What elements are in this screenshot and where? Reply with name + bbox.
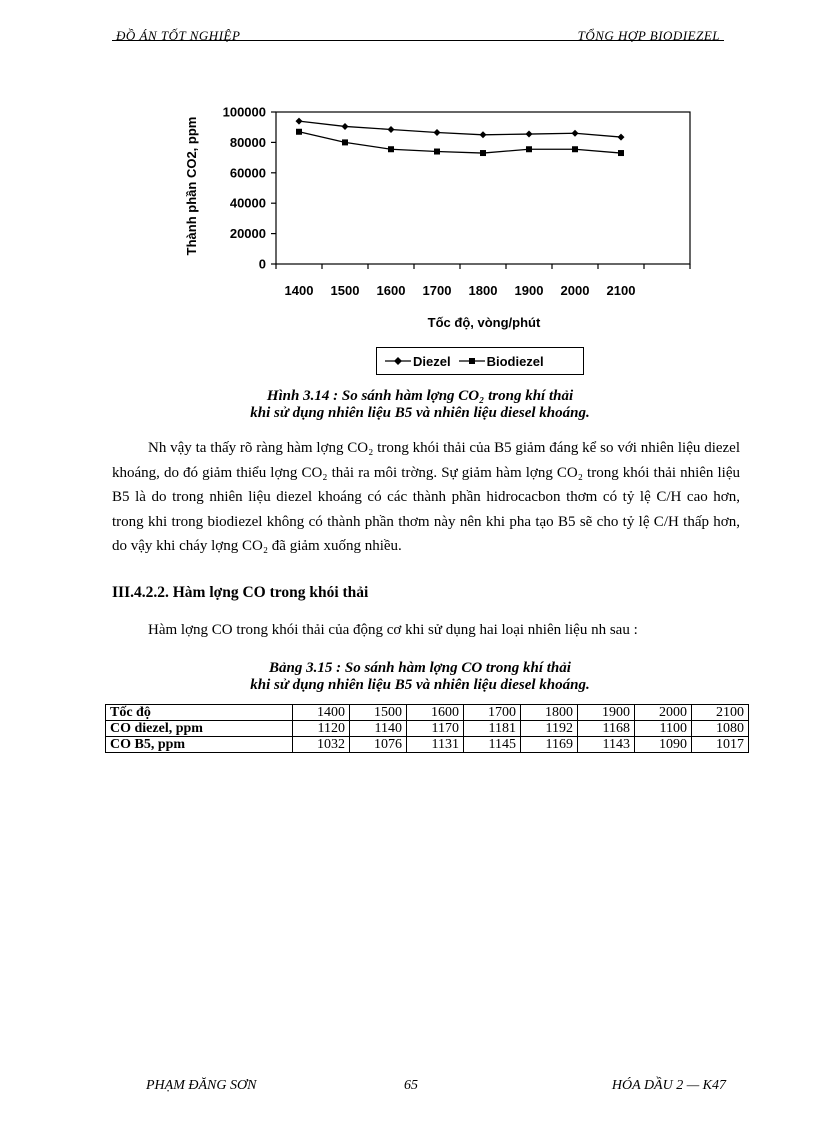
figure-caption-line2: khi sử dụng nhiên liệu B5 và nhiên liệu diesel khoáng. — [250, 405, 590, 421]
chart-legend — [376, 347, 584, 375]
x-tick-label: 2000 — [560, 283, 590, 298]
table-cell: 2100 — [692, 705, 749, 721]
page-header-left: ĐỒ ÁN TỐT NGHIỆP — [116, 28, 241, 43]
data-point-biodiezel — [526, 146, 532, 152]
x-tick-label: 1700 — [422, 283, 452, 298]
data-point-diezel — [388, 126, 395, 133]
table-cell: 1500 — [350, 705, 407, 721]
table-cell: 1700 — [464, 705, 521, 721]
y-tick-label: 60000 — [229, 165, 266, 181]
table-cell: 1032 — [293, 737, 350, 753]
y-tick-label: 80000 — [229, 134, 266, 150]
data-point-biodiezel — [296, 129, 302, 135]
x-axis-title: Tốc độ, vòng/phút — [427, 315, 541, 330]
footer-class: HÓA DẦU 2 — K47 — [611, 1078, 726, 1093]
table-cell: 1143 — [578, 737, 635, 753]
x-tick-label: 2100 — [606, 283, 636, 298]
table-cell: 1800 — [521, 705, 578, 721]
data-point-diezel — [618, 134, 625, 141]
header-rule — [112, 40, 724, 41]
table-cell: 1192 — [521, 721, 578, 737]
table-cell: 1400 — [293, 705, 350, 721]
x-tick-label: 1600 — [376, 283, 406, 298]
plot-area — [223, 105, 690, 299]
footer-page-number: 65 — [404, 1078, 418, 1093]
table-cell: 1076 — [350, 737, 407, 753]
data-point-diezel — [434, 129, 441, 136]
figure-caption — [160, 388, 680, 422]
data-point-diezel — [526, 131, 533, 138]
figure-caption-line1: Hình 3.14 : So sánh hàm lợng CO₂ trong khí thải — [266, 388, 574, 404]
series-line-diezel — [299, 121, 621, 137]
page-header-right: TỔNG HỢP BIODIEZEL — [577, 28, 720, 43]
table-cell: 2000 — [635, 705, 692, 721]
data-point-biodiezel — [572, 146, 578, 152]
y-tick-label: 0 — [258, 256, 266, 272]
table-cell: 1169 — [521, 737, 578, 753]
x-tick-label: 1900 — [514, 283, 544, 298]
table-cell: 1090 — [635, 737, 692, 753]
table-caption-line1: Bảng 3.15 : So sánh hàm lợng CO trong khí thải — [269, 660, 571, 676]
legend-item-biodiezel — [457, 354, 544, 369]
data-point-biodiezel — [480, 150, 486, 156]
co-comparison-table — [105, 704, 749, 753]
section-heading: III.4.2.2. Hàm lợng CO trong khói thải — [112, 584, 369, 601]
table-row-label: Tốc độ — [106, 705, 293, 721]
data-point-biodiezel — [618, 150, 624, 156]
table-row — [106, 705, 749, 721]
footer-author: PHẠM ĐĂNG SƠN — [146, 1078, 257, 1093]
square-marker-icon — [457, 355, 487, 367]
y-tick-label: 20000 — [229, 226, 266, 242]
legend-label-biodiezel: Biodiezel — [486, 353, 544, 369]
co2-line-chart — [180, 96, 700, 346]
table-cell: 1131 — [407, 737, 464, 753]
table-cell: 1080 — [692, 721, 749, 737]
table-row — [106, 721, 749, 737]
table-cell: 1600 — [407, 705, 464, 721]
data-point-diezel — [296, 118, 303, 125]
table-cell: 1140 — [350, 721, 407, 737]
table-cell: 1170 — [407, 721, 464, 737]
y-axis-title: Thành phần CO2, ppm — [184, 116, 199, 256]
table-cell: 1120 — [293, 721, 350, 737]
data-point-diezel — [342, 123, 349, 130]
data-point-biodiezel — [388, 146, 394, 152]
table-cell: 1168 — [578, 721, 635, 737]
body-paragraph-co2: Nh vậy ta thấy rõ ràng hàm lợng CO₂ trong khói thải của B5 giảm đáng kể so với nhiên liệu diezel khoáng, do đó giảm thiểu lợng CO₂ thải ra môi trờng. Sự giảm hàm lợng CO₂ trong khói thải nhiên liệu B5 là do trong nhiên liệu diezel khoáng có các thành phần hidrocacbon thơm có tỷ lệ C/H cao hơn, trong khi trong biodiezel không có thành phần thơm này nên khi pha tạo B5 sẽ cho tỷ lệ C/H thấp hơn, do vậy khi cháy lợng CO₂ đã giảm xuống nhiều. — [112, 440, 740, 554]
table-cell: 1181 — [464, 721, 521, 737]
data-point-biodiezel — [434, 149, 440, 155]
legend-item-diezel — [383, 354, 451, 369]
x-tick-label: 1800 — [468, 283, 498, 298]
data-point-biodiezel — [342, 139, 348, 145]
legend-label-diezel: Diezel — [413, 353, 451, 369]
table-cell: 1017 — [692, 737, 749, 753]
table-row — [106, 737, 749, 753]
table-cell: 1900 — [578, 705, 635, 721]
body-paragraph-co: Hàm lợng CO trong khói thải của động cơ khi sử dụng hai loại nhiên liệu nh sau : — [148, 622, 638, 638]
data-point-diezel — [480, 131, 487, 138]
diamond-marker-icon — [383, 355, 413, 367]
table-cell: 1100 — [635, 721, 692, 737]
table-caption — [160, 660, 680, 694]
data-point-diezel — [572, 130, 579, 137]
table-row-label: CO B5, ppm — [106, 737, 293, 753]
table-row-label: CO diezel, ppm — [106, 721, 293, 737]
table-caption-line2: khi sử dụng nhiên liệu B5 và nhiên liệu diesel khoáng. — [250, 677, 590, 693]
x-tick-label: 1500 — [330, 283, 360, 298]
y-tick-label: 100000 — [222, 104, 266, 120]
table-cell: 1145 — [464, 737, 521, 753]
x-tick-label: 1400 — [284, 283, 314, 298]
y-tick-label: 40000 — [229, 195, 266, 211]
